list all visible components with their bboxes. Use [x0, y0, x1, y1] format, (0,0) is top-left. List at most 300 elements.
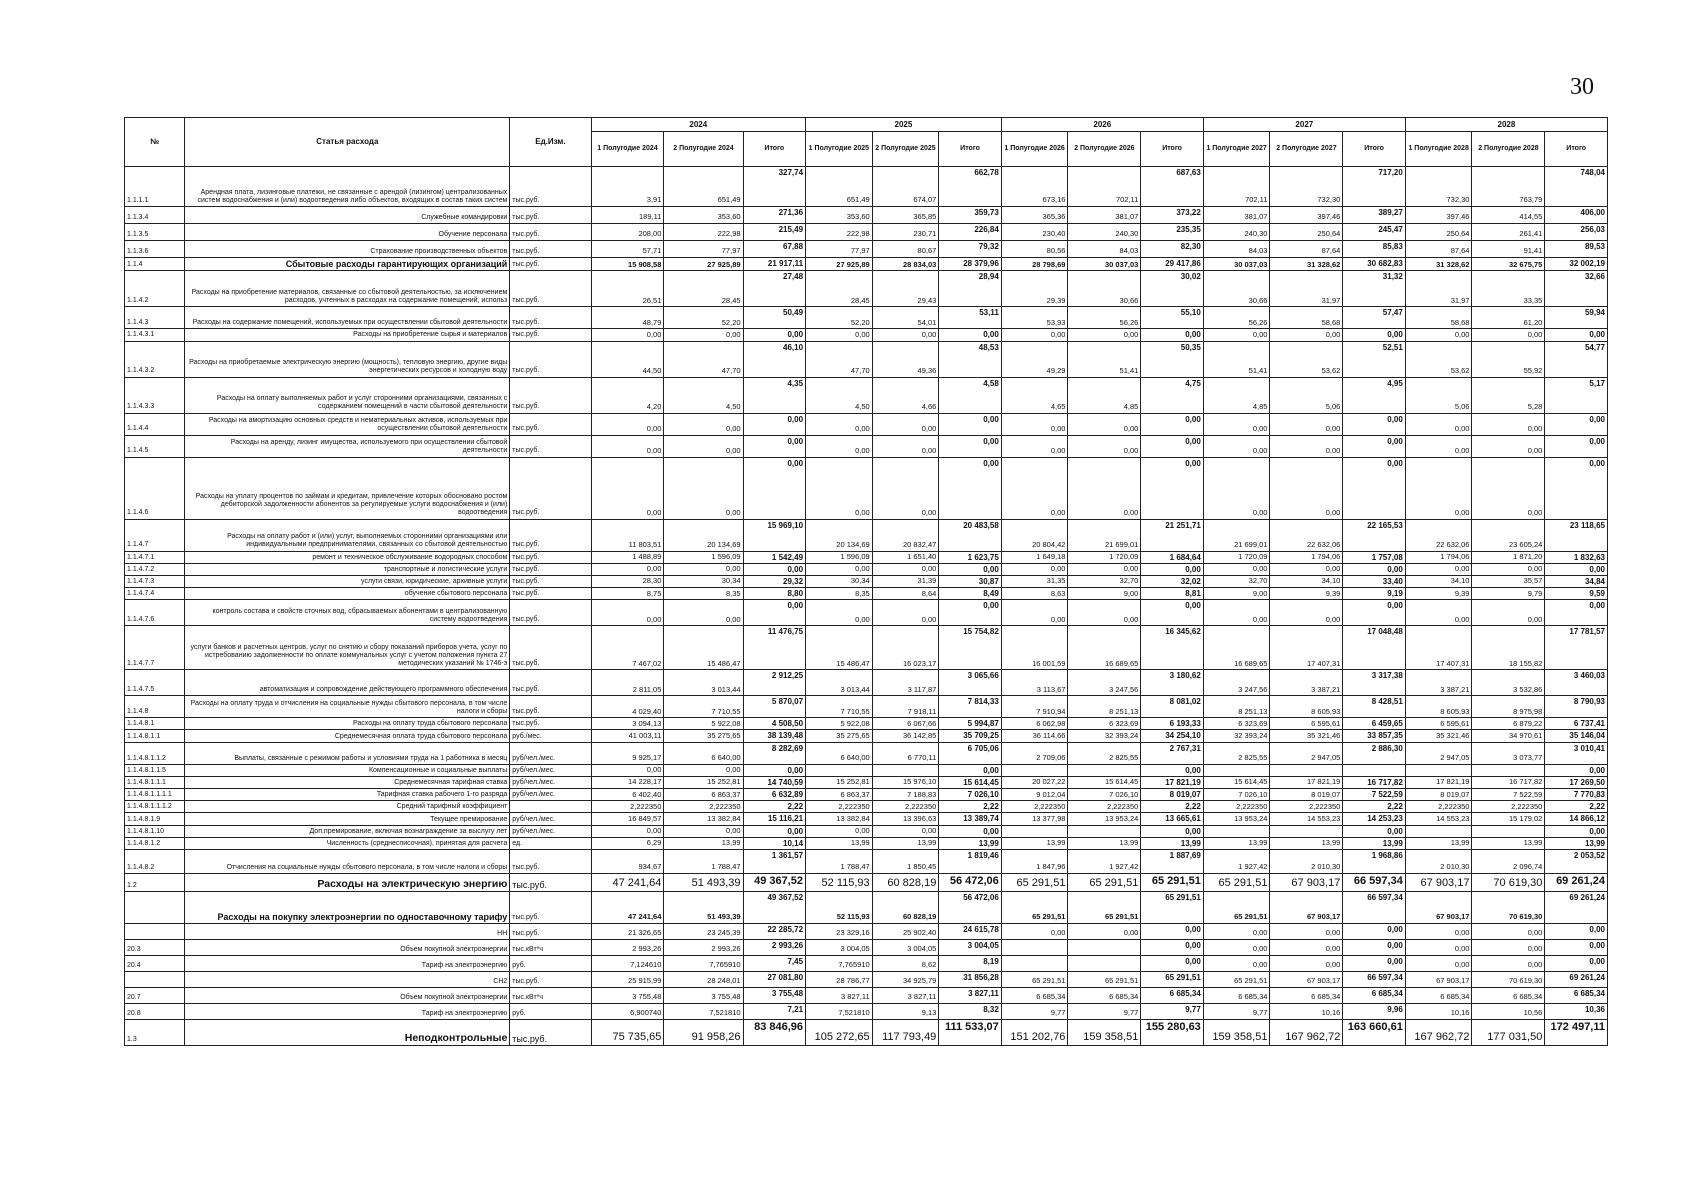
row-number: 1.1.4.8.1.1.1.1	[125, 789, 185, 801]
cell-value: 8 975,98	[1472, 696, 1545, 718]
cell-value: 3 247,56	[1203, 670, 1270, 696]
row-article: Расходы на оплату выполняемых работ и услуг сторонними организациями, связанных с содержанием помещений в части сбытовой деятельности	[185, 377, 510, 413]
row-unit: тыс.руб.	[510, 971, 591, 987]
cell-value: 763,79	[1472, 167, 1545, 207]
cell-value: 30,66	[1203, 271, 1270, 307]
cell-value: 0,00	[1472, 329, 1545, 341]
cell-total: 4,35	[743, 377, 805, 413]
row-number: 1.1.1.1	[125, 167, 185, 207]
cell-value: 55,92	[1472, 341, 1545, 377]
cell-value: 0,00	[664, 825, 743, 837]
cell-value: 7,521810	[664, 1003, 743, 1019]
cell-value: 13,99	[872, 837, 939, 849]
cell-total: 0,00	[1141, 939, 1203, 955]
row-number: 1.1.4.7.3	[125, 575, 185, 587]
cell-value: 6 863,37	[806, 789, 873, 801]
cell-value: 6 067,66	[872, 718, 939, 730]
cell-value: 14 228,17	[591, 776, 664, 788]
row-number: 1.1.4.2	[125, 271, 185, 307]
cell-value: 2,222350	[1405, 801, 1472, 813]
cell-value: 32,70	[1068, 575, 1141, 587]
cell-value: 7 918,11	[872, 696, 939, 718]
cell-value: 47,70	[806, 341, 873, 377]
cell-value: 1 847,96	[1001, 849, 1068, 873]
row-unit: руб.	[510, 955, 591, 971]
cell-value: 65 291,51	[1203, 891, 1270, 923]
cell-value: 1 871,20	[1472, 551, 1545, 563]
cell-total: 89,53	[1545, 241, 1608, 258]
row-number: 1.1.4.8.1.1.2	[125, 742, 185, 764]
cell-total: 0,00	[743, 457, 805, 519]
cell-total: 0,00	[743, 825, 805, 837]
row-article: Расходы на приобретение материалов, связанные со сбытовой деятельностью, за исключением расходов, учтенных в расходах на содержание помещений, использ	[185, 271, 510, 307]
row-unit: тыс.руб.	[510, 377, 591, 413]
cell-value: 67 903,17	[1405, 971, 1472, 987]
cell-value: 0,00	[1203, 563, 1270, 575]
cell-value: 58,68	[1270, 307, 1343, 329]
cell-total: 748,04	[1545, 167, 1608, 207]
cell-total: 2,22	[1545, 801, 1608, 813]
cell-total: 0,00	[1343, 457, 1405, 519]
cell-value: 20 134,69	[806, 519, 873, 551]
cell-value: 13,99	[664, 837, 743, 849]
cell-total: 1 887,69	[1141, 849, 1203, 873]
row-number: 20.3	[125, 939, 185, 955]
header-article: Статья расхода	[185, 118, 510, 167]
row-unit: тыс.руб.	[510, 207, 591, 224]
row-unit: руб/чел./мес.	[510, 742, 591, 764]
cell-value: 36 142,85	[872, 730, 939, 742]
cell-total: 0,00	[939, 825, 1001, 837]
cell-value: 2,222350	[872, 801, 939, 813]
cell-total: 0,00	[1141, 413, 1203, 435]
cell-value: 3 387,21	[1270, 670, 1343, 696]
cell-value: 10,16	[1405, 1003, 1472, 1019]
cell-value: 1 720,09	[1203, 551, 1270, 563]
cell-total: 69 261,24	[1545, 971, 1608, 987]
row-number: 1.1.4.8.2	[125, 849, 185, 873]
cell-value: 13 382,84	[806, 813, 873, 825]
cell-value: 7 467,02	[591, 626, 664, 670]
cell-total: 34,84	[1545, 575, 1608, 587]
cell-value: 8 605,93	[1270, 696, 1343, 718]
cell-value	[1001, 939, 1068, 955]
cell-value: 9,39	[1405, 588, 1472, 600]
row-number	[125, 923, 185, 939]
cell-total: 21 917,11	[743, 258, 805, 271]
cell-value: 3 532,86	[1472, 670, 1545, 696]
cell-total: 65 291,51	[1141, 891, 1203, 923]
row-unit: тыс.руб.	[510, 307, 591, 329]
row-article: Тариф на электроэнергию	[185, 955, 510, 971]
row-number: 1.1.4.5	[125, 435, 185, 457]
cell-value: 2,222350	[1472, 801, 1545, 813]
cell-value: 65 291,51	[1203, 873, 1270, 891]
header-year-2024: 2024	[591, 118, 806, 132]
cell-value: 47 241,64	[591, 891, 664, 923]
cell-value: 9,77	[1001, 1003, 1068, 1019]
header-h1-2028: 1 Полугодие 2028	[1405, 132, 1472, 167]
table-row	[125, 837, 1608, 849]
cell-total: 1 968,86	[1343, 849, 1405, 873]
row-number: 20.7	[125, 987, 185, 1003]
cell-value: 14 553,23	[1270, 813, 1343, 825]
cell-value: 16 001,59	[1001, 626, 1068, 670]
cell-value: 4,20	[591, 377, 664, 413]
cell-value: 23 605,24	[1472, 519, 1545, 551]
header-year-2025: 2025	[806, 118, 1002, 132]
cell-value: 0,00	[1203, 939, 1270, 955]
cell-total: 4,58	[939, 377, 1001, 413]
cell-value: 167 962,72	[1270, 1019, 1343, 1045]
cell-value: 5 922,08	[806, 718, 873, 730]
cell-value: 3,91	[591, 167, 664, 207]
table-row	[125, 891, 1608, 923]
cell-total: 7 814,33	[939, 696, 1001, 718]
header-h1-2025: 1 Полугодие 2025	[806, 132, 873, 167]
cell-total: 1 623,75	[939, 551, 1001, 563]
row-number: 1.1.3.5	[125, 224, 185, 241]
row-article: СН2	[185, 971, 510, 987]
row-unit	[510, 801, 591, 813]
cell-value: 0,00	[1068, 923, 1141, 939]
cell-total: 6 737,41	[1545, 718, 1608, 730]
cell-total: 8,32	[939, 1003, 1001, 1019]
cell-total: 0,00	[1141, 563, 1203, 575]
row-article: Расходы на оплату труда сбытового персонала	[185, 718, 510, 730]
cell-value: 6 062,98	[1001, 718, 1068, 730]
cell-value: 3 755,48	[591, 987, 664, 1003]
table-row	[125, 1003, 1608, 1019]
cell-value: 44,50	[591, 341, 664, 377]
cell-total: 32,66	[1545, 271, 1608, 307]
cell-value: 16 689,65	[1068, 626, 1141, 670]
cell-total: 6 685,34	[1343, 987, 1405, 1003]
table-row	[125, 329, 1608, 341]
cell-value: 13,99	[1203, 837, 1270, 849]
cell-value: 87,64	[1270, 241, 1343, 258]
row-article: Объем покупной электроэнергии	[185, 987, 510, 1003]
cell-value: 0,00	[1405, 923, 1472, 939]
cell-total: 14 740,59	[743, 776, 805, 788]
cell-value	[1001, 825, 1068, 837]
cell-value: 65 291,51	[1068, 873, 1141, 891]
cell-total: 9,19	[1343, 588, 1405, 600]
cell-value: 2,222350	[1270, 801, 1343, 813]
header-total-2026: Итого	[1141, 132, 1203, 167]
row-article: Тариф на электроэнергию	[185, 1003, 510, 1019]
cell-value: 0,00	[664, 600, 743, 626]
cell-value: 7 026,10	[1203, 789, 1270, 801]
cell-value: 353,60	[806, 207, 873, 224]
cell-total: 13 665,61	[1141, 813, 1203, 825]
cell-value: 6 640,00	[806, 742, 873, 764]
cell-value: 30,34	[664, 575, 743, 587]
cell-total: 28,94	[939, 271, 1001, 307]
cell-value: 0,00	[872, 563, 939, 575]
row-unit: тыс.руб.	[510, 563, 591, 575]
cell-value: 20 027,22	[1001, 776, 1068, 788]
row-article: обучение сбытового персонала	[185, 588, 510, 600]
cell-value: 0,00	[1405, 457, 1472, 519]
cell-value: 3 387,21	[1405, 670, 1472, 696]
cell-total: 3 004,05	[939, 939, 1001, 955]
cell-total: 6 705,06	[939, 742, 1001, 764]
row-article: Служебные командировки	[185, 207, 510, 224]
header-h1-2026: 1 Полугодие 2026	[1001, 132, 1068, 167]
cell-total: 7 522,59	[1343, 789, 1405, 801]
cell-value: 8 605,93	[1405, 696, 1472, 718]
cell-value: 28 834,03	[872, 258, 939, 271]
cell-value: 0,00	[1068, 329, 1141, 341]
table-row	[125, 789, 1608, 801]
cell-value: 5,06	[1405, 377, 1472, 413]
cell-value: 365,85	[872, 207, 939, 224]
cell-value: 20 804,42	[1001, 519, 1068, 551]
cell-value: 1 720,09	[1068, 551, 1141, 563]
cell-value: 0,00	[664, 329, 743, 341]
cell-total: 3 460,03	[1545, 670, 1608, 696]
cell-value: 31 328,62	[1270, 258, 1343, 271]
cell-value: 35 321,46	[1405, 730, 1472, 742]
cell-value: 65 291,51	[1001, 891, 1068, 923]
table-row	[125, 670, 1608, 696]
cell-value: 30,66	[1068, 271, 1141, 307]
row-article: ремонт и техническое обслуживание водородных способом	[185, 551, 510, 563]
cell-value: 2 947,05	[1270, 742, 1343, 764]
row-unit: руб/чел./мес.	[510, 776, 591, 788]
cell-value: 65 291,51	[1068, 891, 1141, 923]
cell-value: 75 735,65	[591, 1019, 664, 1045]
cell-value: 7,765910	[806, 955, 873, 971]
row-article: Компенсационные и социальные выплаты	[185, 764, 510, 776]
cell-total: 8,19	[939, 955, 1001, 971]
cell-value: 0,00	[591, 600, 664, 626]
row-number: 1.1.4.8.1.2	[125, 837, 185, 849]
cell-value	[1068, 825, 1141, 837]
cell-value: 9,00	[1203, 588, 1270, 600]
cell-total: 59,94	[1545, 307, 1608, 329]
cell-total: 0,00	[1343, 939, 1405, 955]
cell-value: 8,35	[664, 588, 743, 600]
cell-value: 51 493,39	[664, 873, 743, 891]
row-number: 1.3	[125, 1019, 185, 1045]
row-article: Расходы на содержание помещений, используемых при осуществлении сбытовой деятельности	[185, 307, 510, 329]
cell-total: 0,00	[1343, 563, 1405, 575]
cell-value	[872, 764, 939, 776]
cell-value: 8,62	[872, 955, 939, 971]
cell-total: 0,00	[1545, 939, 1608, 955]
cell-total: 17 269,50	[1545, 776, 1608, 788]
row-article: Неподконтрольные	[185, 1019, 510, 1045]
row-article: Средний тарифный коэффициент	[185, 801, 510, 813]
cell-total: 245,47	[1343, 224, 1405, 241]
cell-value: 0,00	[591, 563, 664, 575]
table-row	[125, 987, 1608, 1003]
cell-total: 1 757,08	[1343, 551, 1405, 563]
cell-value: 9,77	[1203, 1003, 1270, 1019]
cell-value: 0,00	[591, 825, 664, 837]
cell-value: 8 251,13	[1203, 696, 1270, 718]
row-unit: тыс.руб.	[510, 588, 591, 600]
cell-value: 732,30	[1405, 167, 1472, 207]
cell-value: 41 003,11	[591, 730, 664, 742]
cell-total: 0,00	[743, 329, 805, 341]
cell-value: 4,50	[664, 377, 743, 413]
cell-total: 6 459,65	[1343, 718, 1405, 730]
cell-total: 0,00	[743, 600, 805, 626]
cell-total: 0,00	[1545, 563, 1608, 575]
row-article: Отчисления на социальные нужды сбытового персонала, в том числе налоги и сборы	[185, 849, 510, 873]
row-number: 1.1.4.8.1.10	[125, 825, 185, 837]
cell-value: 1 927,42	[1203, 849, 1270, 873]
header-num: №	[125, 118, 185, 167]
cell-value: 60 828,19	[872, 873, 939, 891]
cell-value: 2,222350	[591, 801, 664, 813]
cell-value: 167 962,72	[1405, 1019, 1472, 1045]
cell-value: 397,46	[1270, 207, 1343, 224]
header-total-2028: Итого	[1545, 132, 1608, 167]
cell-total: 8,80	[743, 588, 805, 600]
row-unit: тыс.руб.	[510, 873, 591, 891]
cell-total: 0,00	[743, 563, 805, 575]
cell-value: 9,00	[1068, 588, 1141, 600]
row-article: Расходы на амортизацию основных средств и нематериальных активов, используемых при осуществлении сбытовой деятельности	[185, 413, 510, 435]
cell-value: 13,99	[806, 837, 873, 849]
cell-value: 6,900740	[591, 1003, 664, 1019]
cell-value: 0,00	[1405, 563, 1472, 575]
cell-value: 0,00	[1001, 435, 1068, 457]
cell-value: 31,35	[1001, 575, 1068, 587]
cell-total: 0,00	[1141, 764, 1203, 776]
cell-value: 35 321,46	[1270, 730, 1343, 742]
cell-value: 15 486,47	[806, 626, 873, 670]
cell-value: 53,93	[1001, 307, 1068, 329]
row-article: Доп.премирование, включая вознаграждение за выслугу лет	[185, 825, 510, 837]
cell-value: 53,62	[1405, 341, 1472, 377]
cell-value: 13,99	[1405, 837, 1472, 849]
row-unit: руб/чел./мес.	[510, 789, 591, 801]
cell-value: 1 596,09	[806, 551, 873, 563]
cell-value: 13 953,24	[1068, 813, 1141, 825]
cell-total: 35 709,25	[939, 730, 1001, 742]
cell-total: 82,30	[1141, 241, 1203, 258]
cell-value: 13,99	[1068, 837, 1141, 849]
cell-value: 21 326,65	[591, 923, 664, 939]
cell-total: 0,00	[939, 413, 1001, 435]
cell-total: 4,75	[1141, 377, 1203, 413]
cell-value: 13,99	[1001, 837, 1068, 849]
cell-value: 49,29	[1001, 341, 1068, 377]
cell-value: 13,99	[1472, 837, 1545, 849]
cell-value: 177 031,50	[1472, 1019, 1545, 1045]
cell-total: 56 472,06	[939, 873, 1001, 891]
cell-total: 0,00	[1545, 825, 1608, 837]
row-unit: руб.	[510, 1003, 591, 1019]
cell-value: 0,00	[1001, 600, 1068, 626]
cell-value	[1203, 764, 1270, 776]
row-article: Расходы на покупку электроэнергии по одноставочному тарифу	[185, 891, 510, 923]
cell-value: 52,20	[664, 307, 743, 329]
cell-value: 0,00	[872, 413, 939, 435]
cell-value: 0,00	[1270, 955, 1343, 971]
cell-value: 28 786,77	[806, 971, 873, 987]
cell-value: 70 619,30	[1472, 971, 1545, 987]
cell-value: 2,222350	[1001, 801, 1068, 813]
cell-total: 27 081,80	[743, 971, 805, 987]
cell-value: 91,41	[1472, 241, 1545, 258]
cell-value: 52,20	[806, 307, 873, 329]
cell-value: 6 685,34	[1405, 987, 1472, 1003]
cell-value: 10,56	[1472, 1003, 1545, 1019]
cell-value: 1 927,42	[1068, 849, 1141, 873]
row-article: Тарифная ставка рабочего 1-го разряда	[185, 789, 510, 801]
cell-value: 33,35	[1472, 271, 1545, 307]
cell-total: 0,00	[1141, 457, 1203, 519]
cell-total: 30,87	[939, 575, 1001, 587]
cell-value: 0,00	[1270, 457, 1343, 519]
cell-total: 1 832,63	[1545, 551, 1608, 563]
cell-total: 3 180,62	[1141, 670, 1203, 696]
table-header	[125, 118, 1608, 167]
table-row	[125, 696, 1608, 718]
cell-value: 9,77	[1068, 1003, 1141, 1019]
cell-value: 34 970,61	[1472, 730, 1545, 742]
row-number: 20.8	[125, 1003, 185, 1019]
cell-value: 25 902,40	[872, 923, 939, 939]
cell-value: 6 863,37	[664, 789, 743, 801]
cell-value: 5,28	[1472, 377, 1545, 413]
cell-total: 235,35	[1141, 224, 1203, 241]
cell-total: 33,40	[1343, 575, 1405, 587]
header-year-2026: 2026	[1001, 118, 1203, 132]
cell-total: 48,53	[939, 341, 1001, 377]
cell-total: 8 790,93	[1545, 696, 1608, 718]
cell-value: 34,10	[1270, 575, 1343, 587]
cell-value: 65 291,51	[1203, 971, 1270, 987]
cell-value: 0,00	[872, 825, 939, 837]
cell-value: 0,00	[872, 329, 939, 341]
cell-total: 0,00	[1141, 955, 1203, 971]
cell-total: 3 317,38	[1343, 670, 1405, 696]
cell-total: 50,35	[1141, 341, 1203, 377]
cell-value: 0,00	[591, 457, 664, 519]
row-unit: руб/чел./мес.	[510, 825, 591, 837]
cell-value: 28,45	[664, 271, 743, 307]
cell-total: 0,00	[1141, 329, 1203, 341]
cell-value: 67 903,17	[1405, 891, 1472, 923]
cell-value: 0,00	[1001, 457, 1068, 519]
cell-total: 28 379,96	[939, 258, 1001, 271]
row-unit: тыс.руб.	[510, 849, 591, 873]
cell-value: 15 614,45	[1068, 776, 1141, 788]
cell-value: 70 619,30	[1472, 873, 1545, 891]
cell-value: 7 026,10	[1068, 789, 1141, 801]
cell-value: 15 252,81	[664, 776, 743, 788]
cell-value: 60 828,19	[872, 891, 939, 923]
row-article: Обучение персонала	[185, 224, 510, 241]
cell-total: 7 026,10	[939, 789, 1001, 801]
row-article: Среднемесячная тарифная ставка	[185, 776, 510, 788]
table-row	[125, 307, 1608, 329]
cell-total: 9,59	[1545, 588, 1608, 600]
cell-value: 6,29	[591, 837, 664, 849]
table-row	[125, 730, 1608, 742]
cell-value: 240,30	[1203, 224, 1270, 241]
table-row	[125, 939, 1608, 955]
cell-value: 13 377,98	[1001, 813, 1068, 825]
cell-total: 13 389,74	[939, 813, 1001, 825]
